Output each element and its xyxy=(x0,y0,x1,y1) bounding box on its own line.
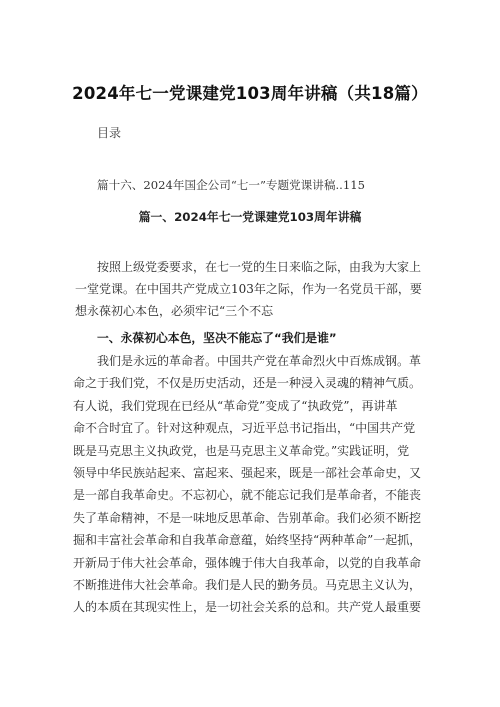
paragraph-line: 想永葆初心本色，必须牢记“三个不忘 xyxy=(75,304,274,318)
toc-entry[interactable]: 篇十六、2024年国企公司“七一”专题党课讲稿..115 xyxy=(97,178,365,192)
intro-paragraph xyxy=(75,256,441,322)
paragraph-line: 不断推进伟大社会革命。我们是人民的勤务员。马克思主义认为， xyxy=(73,578,422,593)
body-paragraph xyxy=(73,350,441,619)
paragraph-line: 我们是永远的革命者。中国共产党在革命烈火中百炼成钢。革 xyxy=(97,354,422,368)
document-title: 2024年七一党课建党103周年讲稿（共18篇） xyxy=(72,84,428,103)
section-heading: 一、永葆初心本色，坚决不能忘了“我们是谁” xyxy=(97,331,337,345)
paragraph-line: 领导中华民族站起来、富起来、强起来，既是一部社会革命史，又 xyxy=(73,466,422,481)
toc-label: 目录 xyxy=(97,126,122,140)
paragraph-line: 是一部自我革命史。不忘初心，就不能忘记我们是革命者，不能丧 xyxy=(73,488,422,503)
paragraph-line: 人的本质在其现实性上，是一切社会关系的总和。共产党人最重要 xyxy=(73,600,422,615)
paragraph-line: 掘和丰富社会革命和自我革命意蕴，始终坚持“两种革命”一起抓， xyxy=(73,533,422,548)
section-title: 篇一、2024年七一党课建党103周年讲稿 xyxy=(138,210,362,224)
paragraph-line: 开新局于伟大社会革命，强体魄于伟大自我革命，以党的自我革命 xyxy=(73,555,422,570)
paragraph-line: 有人说，我们党现在已经从“革命党”变成了“执政党”，再讲革 xyxy=(73,398,398,413)
paragraph-line: 失了革命精神，不是一味地反思革命、告别革命。我们必须不断挖 xyxy=(73,510,422,525)
paragraph-line: 一堂党课。在中国共产党成立103年之际，作为一名党员干部，要 xyxy=(75,282,422,296)
paragraph-line: 命不合时宜了。针对这种观点，习近平总书记指出，“中国共产党 xyxy=(73,421,416,436)
paragraph-line: 命之于我们党，不仅是历史活动，还是一种浸入灵魂的精神气质。 xyxy=(73,376,422,391)
paragraph-line: 既是马克思主义执政党，也是马克思主义革命党。”实践证明，党 xyxy=(73,443,410,458)
paragraph-line: 按照上级党委要求，在七一党的生日来临之际，由我为大家上 xyxy=(97,260,422,274)
